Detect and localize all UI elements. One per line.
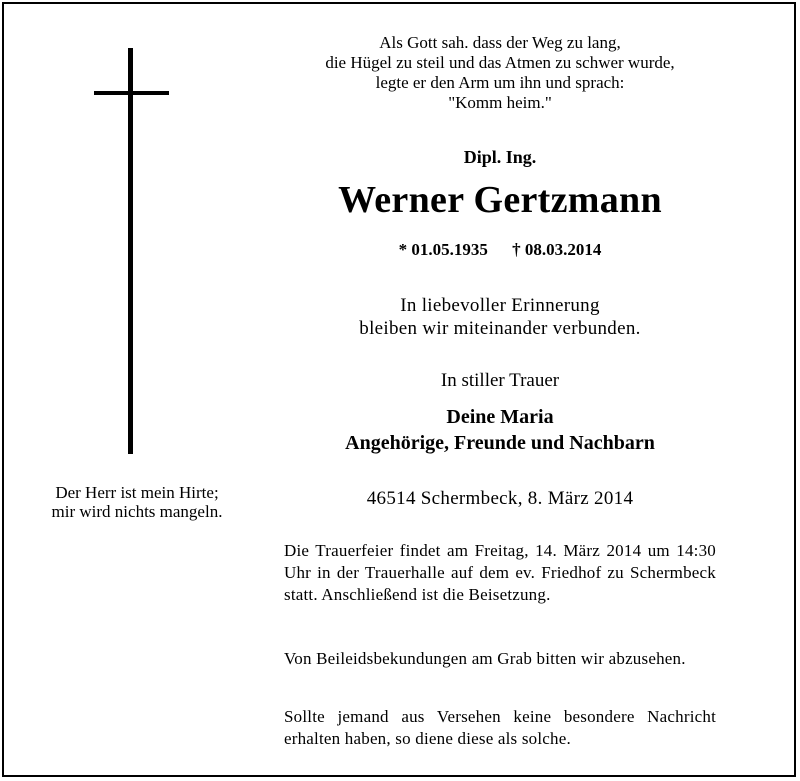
memory-line: In liebevoller Erinnerung: [400, 295, 600, 316]
memory-text: [280, 294, 720, 340]
life-dates: [280, 240, 720, 260]
notification-notice: Sollte jemand aus Versehen keine besondere Nachricht erhalten haben, so diene diese als solche.: [284, 707, 716, 748]
deceased-name: Werner Gertzmann: [338, 179, 662, 221]
mourning-intro: In stiller Trauer: [440, 370, 560, 391]
poem-line: Als Gott sah. dass der Weg zu lang,: [379, 33, 621, 52]
condolence-notice: Von Beileidsbekundungen am Grab bitten wir abzusehen.: [284, 649, 686, 668]
mourners: [280, 404, 720, 456]
birth-date: * 01.05.1935: [398, 240, 488, 259]
psalm-line: mir wird nichts mangeln.: [51, 502, 223, 521]
place-date: 46514 Schermbeck, 8. März 2014: [366, 488, 634, 509]
psalm-quote: [22, 483, 252, 521]
mourner-line: Deine Maria: [446, 406, 554, 428]
cross-icon: [128, 48, 133, 454]
psalm-line: Der Herr ist mein Hirte;: [55, 483, 219, 502]
academic-title: Dipl. Ing.: [463, 147, 537, 167]
memory-line: bleiben wir miteinander verbunden.: [359, 318, 641, 339]
poem: [280, 33, 720, 113]
cross-icon-bar: [94, 91, 169, 95]
mourner-line: Angehörige, Freunde und Nachbarn: [345, 432, 655, 454]
poem-line: die Hügel zu steil und das Atmen zu schwer wurde,: [325, 53, 675, 72]
poem-line: "Komm heim.": [448, 93, 552, 112]
death-date: † 08.03.2014: [512, 240, 602, 259]
poem-line: legte er den Arm um ihn und sprach:: [375, 73, 625, 92]
ceremony-notice: Die Trauerfeier findet am Freitag, 14. März 2014 um 14:30 Uhr in der Trauerhalle auf dem ev. Friedhof zu Schermbeck statt. Anschließend ist die Beisetzung.: [284, 541, 716, 604]
